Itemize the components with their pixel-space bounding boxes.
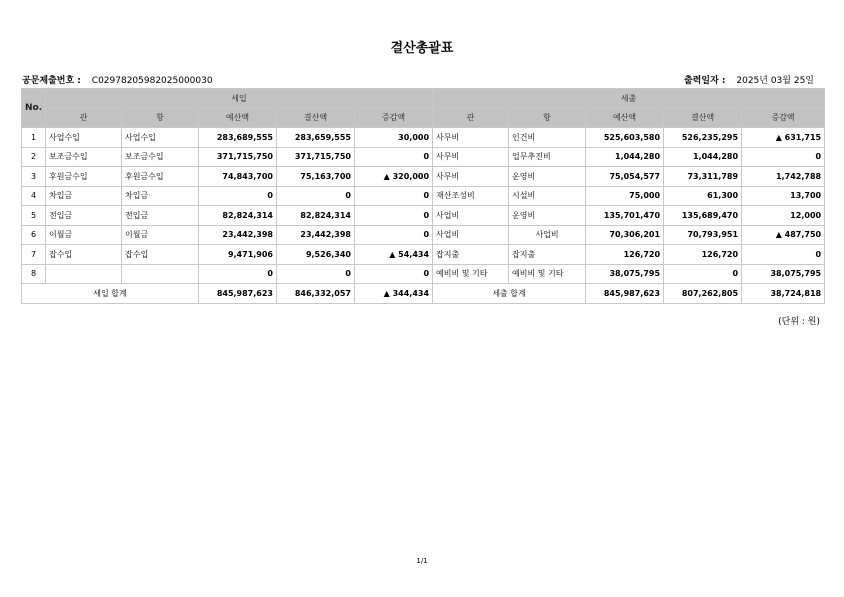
expense-settlement: 135,689,470 bbox=[664, 206, 742, 226]
expense-gwan: 예비비 및 기타 bbox=[433, 264, 509, 284]
expense-change: 13,700 bbox=[742, 186, 825, 206]
expense-hang: 업무추진비 bbox=[509, 147, 586, 167]
income-total-change: ▲ 344,434 bbox=[355, 284, 433, 304]
income-settlement: 23,442,398 bbox=[277, 225, 355, 245]
income-hang bbox=[122, 264, 199, 284]
income-hang: 잡수입 bbox=[122, 245, 199, 265]
expense-settlement: 526,235,295 bbox=[664, 128, 742, 148]
expense-budget: 38,075,795 bbox=[586, 264, 664, 284]
row-no: 5 bbox=[22, 206, 46, 226]
submission-number-value: C02978205982025000030 bbox=[91, 76, 213, 86]
income-settlement: 9,526,340 bbox=[277, 245, 355, 265]
income-budget: 23,442,398 bbox=[199, 225, 277, 245]
expense-settlement: 0 bbox=[664, 264, 742, 284]
income-total-settlement: 846,332,057 bbox=[277, 284, 355, 304]
income-hang: 차입금 bbox=[122, 186, 199, 206]
income-gwan bbox=[46, 264, 122, 284]
income-settlement: 0 bbox=[277, 264, 355, 284]
income-change: ▲ 320,000 bbox=[355, 167, 433, 187]
expense-change: ▲ 631,715 bbox=[742, 128, 825, 148]
table-row bbox=[22, 225, 825, 245]
submission-number-label: 공문제출번호 : bbox=[22, 76, 81, 86]
expense-total-label: 세출 합계 bbox=[433, 284, 586, 304]
expense-budget: 70,306,201 bbox=[586, 225, 664, 245]
header-row-columns bbox=[22, 108, 825, 128]
expense-change: 38,075,795 bbox=[742, 264, 825, 284]
row-no: 1 bbox=[22, 128, 46, 148]
row-no: 2 bbox=[22, 147, 46, 167]
table-row bbox=[22, 147, 825, 167]
income-hang: 보조금수입 bbox=[122, 147, 199, 167]
income-hang: 전입금 bbox=[122, 206, 199, 226]
table-row bbox=[22, 128, 825, 148]
expense-settlement: 1,044,280 bbox=[664, 147, 742, 167]
page-number: 1/1 bbox=[416, 557, 428, 565]
income-gwan: 보조금수입 bbox=[46, 147, 122, 167]
income-budget: 0 bbox=[199, 186, 277, 206]
expense-budget: 135,701,470 bbox=[586, 206, 664, 226]
expense-change: 1,742,788 bbox=[742, 167, 825, 187]
income-budget: 74,843,700 bbox=[199, 167, 277, 187]
expense-change: 0 bbox=[742, 245, 825, 265]
expense-gwan: 사업비 bbox=[433, 225, 509, 245]
income-settlement: 283,659,555 bbox=[277, 128, 355, 148]
expense-budget: 75,000 bbox=[586, 186, 664, 206]
header-income: 세입 bbox=[46, 89, 433, 109]
income-budget: 82,824,314 bbox=[199, 206, 277, 226]
expense-settlement: 70,793,951 bbox=[664, 225, 742, 245]
header-income-gwan: 관 bbox=[46, 108, 122, 128]
submission-number bbox=[22, 73, 213, 86]
header-expense-change: 증감액 bbox=[742, 108, 825, 128]
print-date-value: 2025년 03월 25일 bbox=[736, 76, 814, 86]
row-no: 3 bbox=[22, 167, 46, 187]
header-expense-settlement: 결산액 bbox=[664, 108, 742, 128]
expense-budget: 525,603,580 bbox=[586, 128, 664, 148]
header-expense: 세출 bbox=[433, 89, 825, 109]
header-income-settlement: 결산액 bbox=[277, 108, 355, 128]
income-change: 0 bbox=[355, 225, 433, 245]
unit-note: (단위 : 원) bbox=[778, 317, 820, 327]
income-budget: 9,471,906 bbox=[199, 245, 277, 265]
row-no: 4 bbox=[22, 186, 46, 206]
income-gwan: 차입금 bbox=[46, 186, 122, 206]
header-row-groups bbox=[22, 89, 825, 109]
expense-budget: 1,044,280 bbox=[586, 147, 664, 167]
expense-hang: 운영비 bbox=[509, 167, 586, 187]
income-settlement: 82,824,314 bbox=[277, 206, 355, 226]
header-no: No. bbox=[22, 89, 46, 128]
print-date-label: 출력일자 : bbox=[683, 76, 726, 86]
expense-budget: 75,054,577 bbox=[586, 167, 664, 187]
expense-gwan: 사무비 bbox=[433, 128, 509, 148]
expense-change: 0 bbox=[742, 147, 825, 167]
income-settlement: 0 bbox=[277, 186, 355, 206]
income-hang: 사업수입 bbox=[122, 128, 199, 148]
income-change: 0 bbox=[355, 186, 433, 206]
header-income-budget: 예산액 bbox=[199, 108, 277, 128]
expense-hang: 사업비 bbox=[509, 225, 586, 245]
income-change: 30,000 bbox=[355, 128, 433, 148]
income-total-budget: 845,987,623 bbox=[199, 284, 277, 304]
table-row bbox=[22, 245, 825, 265]
table-row bbox=[22, 264, 825, 284]
income-budget: 0 bbox=[199, 264, 277, 284]
expense-change: 12,000 bbox=[742, 206, 825, 226]
expense-settlement: 73,311,789 bbox=[664, 167, 742, 187]
expense-budget: 126,720 bbox=[586, 245, 664, 265]
income-change: 0 bbox=[355, 147, 433, 167]
income-change: ▲ 54,434 bbox=[355, 245, 433, 265]
table-row bbox=[22, 167, 825, 187]
income-settlement: 75,163,700 bbox=[277, 167, 355, 187]
expense-gwan: 잡지출 bbox=[433, 245, 509, 265]
row-no: 6 bbox=[22, 225, 46, 245]
settlement-summary-table bbox=[21, 88, 825, 304]
expense-total-budget: 845,987,623 bbox=[586, 284, 664, 304]
expense-hang: 운영비 bbox=[509, 206, 586, 226]
expense-settlement: 61,300 bbox=[664, 186, 742, 206]
expense-hang: 잡지출 bbox=[509, 245, 586, 265]
table-row bbox=[22, 206, 825, 226]
income-gwan: 이월금 bbox=[46, 225, 122, 245]
expense-total-change: 38,724,818 bbox=[742, 284, 825, 304]
expense-gwan: 재산조성비 bbox=[433, 186, 509, 206]
report-title: 결산총괄표 bbox=[390, 41, 454, 56]
expense-hang: 시설비 bbox=[509, 186, 586, 206]
expense-settlement: 126,720 bbox=[664, 245, 742, 265]
row-no: 7 bbox=[22, 245, 46, 265]
expense-gwan: 사무비 bbox=[433, 167, 509, 187]
expense-change: ▲ 487,750 bbox=[742, 225, 825, 245]
expense-hang: 인건비 bbox=[509, 128, 586, 148]
income-hang: 후원금수입 bbox=[122, 167, 199, 187]
income-total-label: 세입 합계 bbox=[22, 284, 199, 304]
income-budget: 283,689,555 bbox=[199, 128, 277, 148]
table-row bbox=[22, 186, 825, 206]
income-gwan: 후원금수입 bbox=[46, 167, 122, 187]
header-expense-hang: 항 bbox=[509, 108, 586, 128]
income-budget: 371,715,750 bbox=[199, 147, 277, 167]
income-gwan: 잡수입 bbox=[46, 245, 122, 265]
header-expense-gwan: 관 bbox=[433, 108, 509, 128]
totals-row bbox=[22, 284, 825, 304]
expense-gwan: 사업비 bbox=[433, 206, 509, 226]
income-gwan: 전입금 bbox=[46, 206, 122, 226]
row-no: 8 bbox=[22, 264, 46, 284]
income-gwan: 사업수입 bbox=[46, 128, 122, 148]
expense-total-settlement: 807,262,805 bbox=[664, 284, 742, 304]
header-income-hang: 항 bbox=[122, 108, 199, 128]
income-change: 0 bbox=[355, 206, 433, 226]
expense-gwan: 사무비 bbox=[433, 147, 509, 167]
header-expense-budget: 예산액 bbox=[586, 108, 664, 128]
income-hang: 이월금 bbox=[122, 225, 199, 245]
expense-hang: 예비비 및 기타 bbox=[509, 264, 586, 284]
header-income-change: 증감액 bbox=[355, 108, 433, 128]
print-date bbox=[684, 73, 814, 86]
income-settlement: 371,715,750 bbox=[277, 147, 355, 167]
income-change: 0 bbox=[355, 264, 433, 284]
